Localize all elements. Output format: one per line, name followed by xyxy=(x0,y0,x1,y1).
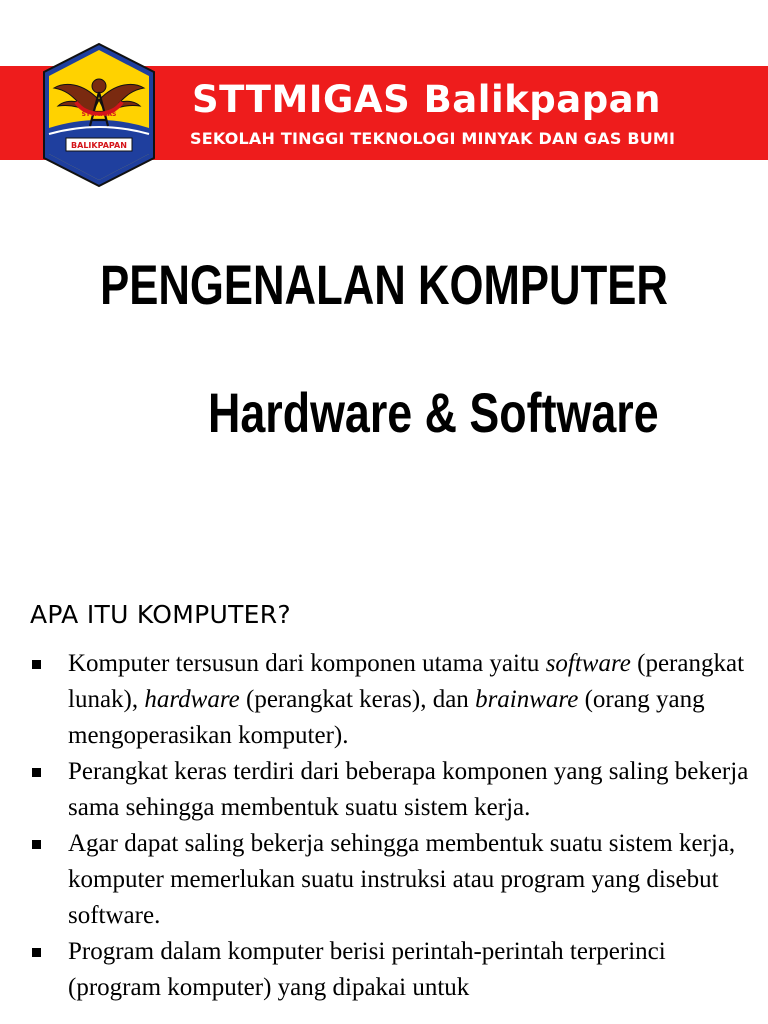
text-segment: (perangkat lunak), xyxy=(68,650,745,713)
italic-term: brainware xyxy=(475,686,579,713)
bullet-item xyxy=(30,754,760,826)
bullet-item xyxy=(30,934,760,1006)
bullet-list xyxy=(30,646,760,1006)
bullet-square-icon xyxy=(32,768,41,777)
bullet-item xyxy=(30,826,760,934)
bullet-text: Perangkat keras terdiri dari beberapa komponen yang saling bekerja sama sehingga membentuk suatu sistem kerja. xyxy=(68,758,749,821)
bullet-text: Agar dapat saling bekerja sehingga membentuk suatu sistem kerja, komputer memerlukan suatu instruksi atau program yang disebut software. xyxy=(68,830,736,929)
institution-name: STTMIGAS Balikpapan xyxy=(192,78,661,121)
text-segment: Komputer tersusun dari komponen utama yaitu xyxy=(68,650,546,677)
italic-term: software xyxy=(545,650,631,677)
bullet-square-icon xyxy=(32,948,41,957)
bullet-item xyxy=(30,646,760,754)
section-heading: APA ITU KOMPUTER? xyxy=(30,600,291,629)
slide-subtitle: Hardware & Software xyxy=(208,381,659,444)
bullet-square-icon xyxy=(32,840,41,849)
italic-term: hardware xyxy=(144,686,240,713)
bullet-square-icon xyxy=(32,660,41,669)
bullet-text xyxy=(68,650,744,749)
logo-ribbon-text: BALIKPAPAN xyxy=(71,141,127,150)
slide-title: PENGENALAN KOMPUTER xyxy=(100,253,668,316)
institution-subtitle: SEKOLAH TINGGI TEKNOLOGI MINYAK DAN GAS BUMI xyxy=(190,129,676,148)
logo-inner-text: STTMIGAS xyxy=(81,111,117,118)
text-segment: (orang yang mengoperasikan komputer). xyxy=(68,686,705,749)
text-segment: (perangkat keras), dan xyxy=(239,686,476,713)
sttmigas-logo xyxy=(42,42,156,188)
bullet-text: Program dalam komputer berisi perintah-perintah terperinci (program komputer) yang dipakai untuk xyxy=(68,938,666,1001)
